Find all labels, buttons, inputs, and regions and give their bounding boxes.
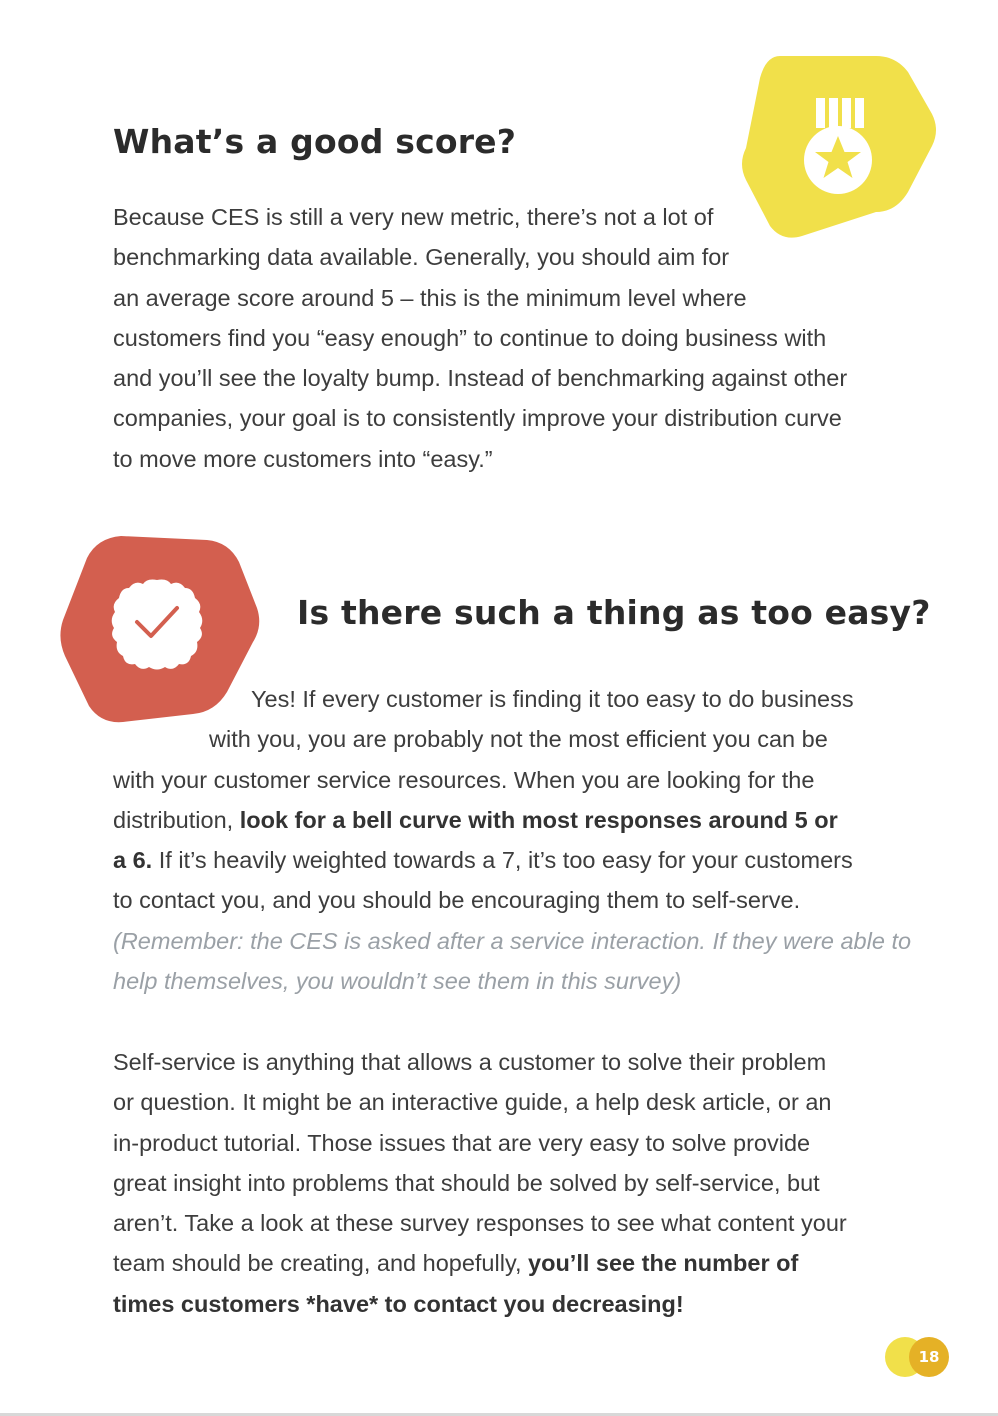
text-line xyxy=(113,1284,903,1324)
text-line: customers find you “easy enough” to continue to doing business with xyxy=(113,324,827,351)
text-line xyxy=(113,1243,903,1283)
text-line: with your customer service resources. When you are looking for the xyxy=(113,766,815,793)
text-line: Yes! If every customer is finding it too easy to do business xyxy=(251,686,854,712)
text-line: an average score around 5 – this is the minimum level where xyxy=(113,284,747,311)
bold-emphasis: a 6. xyxy=(113,847,153,874)
text-fragment: distribution, xyxy=(113,806,240,833)
section-heading-good-score: What’s a good score? xyxy=(113,122,517,161)
text-line: aren’t. Take a look at these survey responses to see what content your xyxy=(113,1210,847,1237)
text-line xyxy=(113,800,903,840)
self-service-paragraph xyxy=(113,1042,903,1324)
text-line: great insight into problems that should be solved by self-service, but xyxy=(113,1169,820,1196)
text-line: with you, you are probably not the most efficient you can be xyxy=(209,726,828,753)
bold-emphasis: times customers *have* to contact you decreasing! xyxy=(113,1290,684,1317)
text-line: to move more customers into “easy.” xyxy=(113,445,493,472)
good-score-paragraph xyxy=(113,197,903,479)
reminder-note-line: help themselves, you wouldn’t see them in this survey) xyxy=(113,968,682,995)
text-line: Self-service is anything that allows a customer to solve their problem xyxy=(113,1049,827,1075)
text-line: and you’ll see the loyalty bump. Instead of benchmarking against other xyxy=(113,365,848,392)
text-line xyxy=(113,840,903,880)
too-easy-paragraph xyxy=(113,679,912,1001)
text-line: in-product tutorial. Those issues that are very easy to solve provide xyxy=(113,1129,811,1156)
text-fragment: team should be creating, and hopefully, xyxy=(113,1250,529,1277)
page-number: 18 xyxy=(909,1337,949,1377)
text-line: or question. It might be an interactive guide, a help desk article, or an xyxy=(113,1089,832,1116)
text-line: to contact you, and you should be encouraging them to self-serve. xyxy=(113,887,801,914)
bold-emphasis: you’ll see the number of xyxy=(528,1250,799,1277)
text-line: benchmarking data available. Generally, you should aim for xyxy=(113,244,730,271)
text-line: companies, your goal is to consistently improve your distribution curve xyxy=(113,405,842,432)
text-fragment: If it’s heavily weighted towards a 7, it’s too easy for your customers xyxy=(152,847,853,874)
text-line: Because CES is still a very new metric, there’s not a lot of xyxy=(113,204,714,230)
section-heading-too-easy: Is there such a thing as too easy? xyxy=(297,593,931,632)
bold-emphasis: look for a bell curve with most responses around 5 or xyxy=(239,806,838,833)
page-number-badge xyxy=(885,1337,949,1377)
reminder-note-line: (Remember: the CES is asked after a service interaction. If they were able to xyxy=(113,927,912,954)
